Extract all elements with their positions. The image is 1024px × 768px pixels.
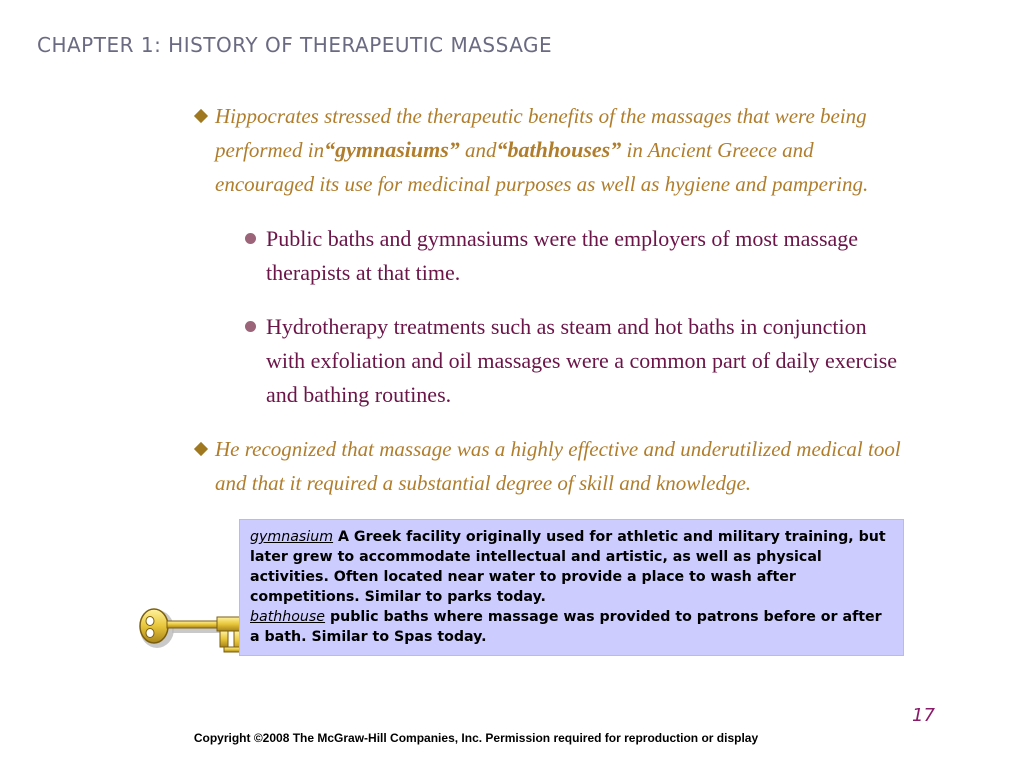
sub-bullet-hydrotherapy [245, 310, 905, 412]
glossary-definition-bathhouse: public baths where massage was provided to patrons before or after a bath. Similar to Spas today. [250, 609, 882, 645]
term-gymnasiums: “gymnasiums” [324, 137, 460, 162]
glossary-definition-gymnasium: A Greek facility originally used for athletic and military training, but later grew to accommodate intellectual and artistic, as well as physical activities. Often located near water to provide a place to wash after competitions. Similar to parks today. [250, 529, 886, 605]
sub-bullet-text: Public baths and gymnasiums were the employers of most massage therapists at that time. [266, 226, 859, 285]
bullet-hippocrates [196, 99, 916, 201]
sub-bullet-text: Hydrotherapy treatments such as steam and hot baths in conjunction with exfoliation and oil massages were a common part of daily exercise and bathing routines. [266, 314, 898, 407]
page-number: 17 [912, 705, 935, 726]
copyright-notice: Copyright ©2008 The McGraw-Hill Companies, Inc. Permission required for reproduction or display [193, 731, 759, 745]
slide-title: CHAPTER 1: HISTORY OF THERAPEUTIC MASSAGE [37, 33, 553, 57]
diamond-bullet-icon [194, 442, 208, 456]
term-bathhouses: “bathhouses” [496, 137, 622, 162]
bullet-recognized [196, 432, 916, 500]
bullet-text: Hippocrates stressed the therapeutic benefits of the massages that were being performed in“gymnasiums” and“bathhouses” in Ancient Greece and encouraged its use for medicinal purposes as well as hygiene and pampering. [215, 104, 869, 196]
bullet-text: He recognized that massage was a highly effective and underutilized medical tool and that it required a substantial degree of skill and knowledge. [215, 437, 901, 495]
glossary-box [239, 519, 904, 656]
diamond-bullet-icon [194, 109, 208, 123]
circle-bullet-icon [245, 321, 256, 332]
sub-bullet-public-baths [245, 222, 905, 290]
glossary-term-gymnasium: gymnasium [250, 529, 334, 545]
circle-bullet-icon [245, 233, 256, 244]
glossary-term-bathhouse: bathhouse [250, 609, 326, 625]
key-icon [138, 604, 248, 658]
